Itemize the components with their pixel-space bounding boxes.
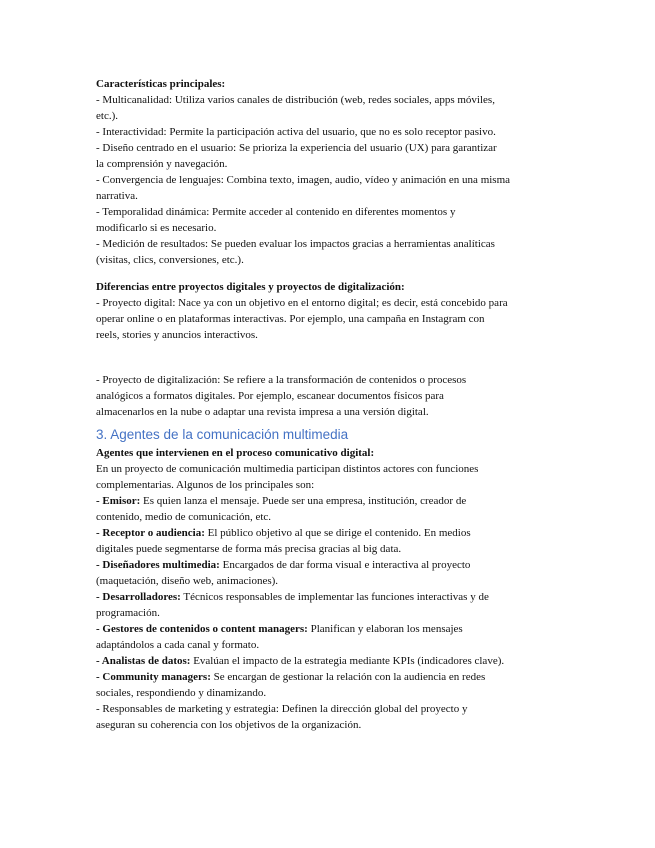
list-item-continuation: aseguran su coherencia con los objetivos de la organización. bbox=[96, 719, 362, 731]
list-item-continuation: la comprensión y navegación. bbox=[96, 158, 228, 170]
list-item-continuation: adaptándolos a cada canal y formato. bbox=[96, 639, 260, 651]
list-item bbox=[96, 589, 566, 605]
item-label: - Analistas de datos: bbox=[96, 655, 191, 667]
section-subtitle: Agentes que intervienen en el proceso comunicativo digital: bbox=[96, 447, 375, 459]
paragraph-line: almacenarlos en la nube o adaptar una revista impresa a una versión digital. bbox=[96, 406, 429, 418]
list-item-continuation: (maquetación, diseño web, animaciones). bbox=[96, 575, 279, 587]
list-item bbox=[96, 493, 566, 509]
paragraph-line: analógicos a formatos digitales. Por ejemplo, escanear documentos físicos para bbox=[96, 390, 444, 402]
paragraph-line: operar online o en plataformas interactivas. Por ejemplo, una campaña en Instagram con bbox=[96, 313, 485, 325]
list-item bbox=[96, 621, 566, 637]
item-text: Se encargan de gestionar la relación con la audiencia en redes bbox=[210, 671, 486, 683]
section-heading-agentes: 3. Agentes de la comunicación multimedia bbox=[96, 427, 349, 442]
item-text: Definen la dirección global del proyecto y bbox=[278, 703, 468, 715]
item-text: Permite acceder al contenido en diferentes momentos y bbox=[209, 206, 456, 218]
section-title-caracteristicas: Características principales: bbox=[96, 78, 226, 90]
item-label: - Medición de resultados: bbox=[96, 238, 209, 250]
spacer bbox=[96, 343, 566, 372]
list-item-continuation: contenido, medio de comunicación, etc. bbox=[96, 511, 272, 523]
list-item bbox=[96, 653, 566, 669]
list-item bbox=[96, 172, 566, 188]
list-item bbox=[96, 669, 566, 685]
item-text: El público objetivo al que se dirige el contenido. En medios bbox=[204, 527, 471, 539]
item-label: - Responsables de marketing y estrategia: bbox=[96, 703, 279, 715]
item-label: - Multicanalidad: bbox=[96, 94, 173, 106]
item-text: Utiliza varios canales de distribución (web, redes sociales, apps móviles, bbox=[172, 94, 495, 106]
paragraph-line: En un proyecto de comunicación multimedia participan distintos actores con funciones bbox=[96, 463, 479, 475]
item-label: - Diseñadores multimedia: bbox=[96, 559, 220, 571]
list-item-continuation: sociales, respondiendo y dinamizando. bbox=[96, 687, 267, 699]
list-item bbox=[96, 701, 566, 717]
item-text: Combina texto, imagen, audio, vídeo y animación en una misma bbox=[223, 174, 511, 186]
list-item bbox=[96, 204, 566, 220]
list-item bbox=[96, 92, 566, 108]
item-label: - Gestores de contenidos o content managers: bbox=[96, 623, 308, 635]
list-item bbox=[96, 236, 566, 252]
paragraph-line: - Proyecto de digitalización: Se refiere a la transformación de contenidos o procesos bbox=[96, 374, 467, 386]
document-page bbox=[96, 76, 566, 733]
paragraph-line: complementarias. Algunos de los principales son: bbox=[96, 479, 315, 491]
paragraph-line: reels, stories y anuncios interactivos. bbox=[96, 329, 258, 341]
list-item-continuation: etc.). bbox=[96, 110, 118, 122]
item-text: Técnicos responsables de implementar las funciones interactivas y de bbox=[180, 591, 489, 603]
item-label: - Interactividad: bbox=[96, 126, 167, 138]
item-label: - Community managers: bbox=[96, 671, 211, 683]
spacer bbox=[96, 268, 566, 279]
item-text: Permite la participación activa del usuario, que no es solo receptor pasivo. bbox=[166, 126, 496, 138]
list-item bbox=[96, 525, 566, 541]
item-label: - Receptor o audiencia: bbox=[96, 527, 205, 539]
list-item bbox=[96, 124, 566, 140]
item-label: - Emisor: bbox=[96, 495, 141, 507]
list-item-continuation: narrativa. bbox=[96, 190, 138, 202]
paragraph-line: - Proyecto digital: Nace ya con un objetivo en el entorno digital; es decir, está concebido para bbox=[96, 297, 508, 309]
item-label: - Convergencia de lenguajes: bbox=[96, 174, 224, 186]
item-text: Se pueden evaluar los impactos gracias a herramientas analíticas bbox=[208, 238, 495, 250]
item-label: - Temporalidad dinámica: bbox=[96, 206, 210, 218]
item-text: Planifican y elaboran los mensajes bbox=[307, 623, 463, 635]
list-item-continuation: modificarlo si es necesario. bbox=[96, 222, 217, 234]
list-item bbox=[96, 557, 566, 573]
list-item-continuation: (visitas, clics, conversiones, etc.). bbox=[96, 254, 244, 266]
item-label: - Desarrolladores: bbox=[96, 591, 181, 603]
item-text: Es quien lanza el mensaje. Puede ser una empresa, institución, creador de bbox=[140, 495, 467, 507]
list-item-continuation: programación. bbox=[96, 607, 160, 619]
section-title-diferencias: Diferencias entre proyectos digitales y proyectos de digitalización: bbox=[96, 281, 405, 293]
item-text: Encargados de dar forma visual e interactiva al proyecto bbox=[219, 559, 471, 571]
item-text: Evalúan el impacto de la estrategia mediante KPIs (indicadores clave). bbox=[190, 655, 505, 667]
item-label: - Diseño centrado en el usuario: bbox=[96, 142, 237, 154]
list-item bbox=[96, 140, 566, 156]
list-item-continuation: digitales puede segmentarse de forma más precisa gracias al big data. bbox=[96, 543, 402, 555]
item-text: Se prioriza la experiencia del usuario (UX) para garantizar bbox=[236, 142, 497, 154]
